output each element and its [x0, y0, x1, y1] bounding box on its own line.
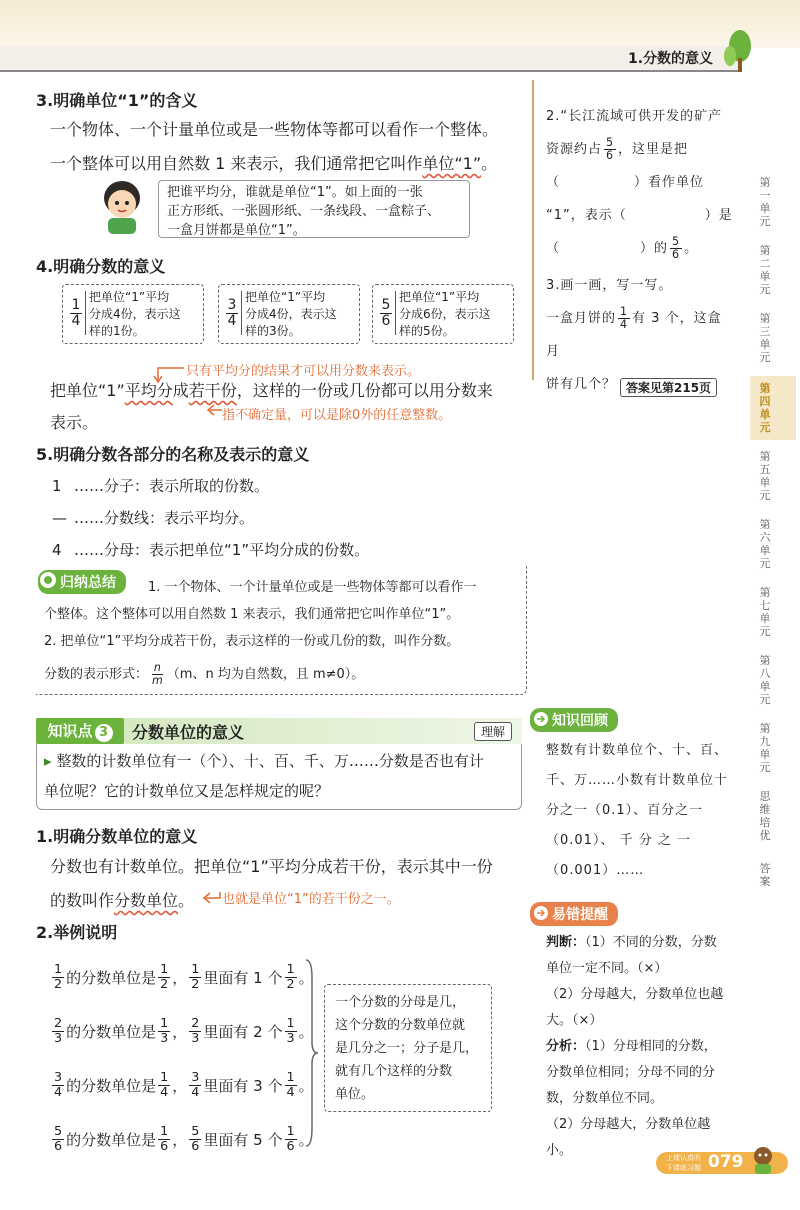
denominator: 3: [160, 1030, 169, 1046]
level-badge: 理解: [474, 722, 512, 741]
numerator: 2: [191, 1016, 200, 1032]
text: 。: [298, 968, 314, 987]
question-line: [44, 746, 520, 776]
student-avatar: [96, 178, 148, 234]
text: 资源约占: [546, 142, 603, 157]
text: 的分数单位是: [66, 968, 157, 987]
note-line: 是几分之一；分子是几，: [335, 1041, 479, 1056]
text: 有 3 个，这盒月: [546, 311, 722, 359]
denominator: 6: [191, 1138, 200, 1154]
keyword: 单位“1”: [422, 154, 482, 173]
numerator: 3: [227, 296, 237, 313]
numerator: 1: [160, 1016, 169, 1032]
nav-answers[interactable]: 答案: [759, 862, 771, 888]
blank-open: （: [546, 241, 561, 256]
text: 的数叫作: [50, 891, 115, 910]
part-symbol: 1: [52, 477, 62, 495]
numerator: 1: [620, 305, 629, 319]
review-line: （0.01）、 千 分 之 一: [546, 833, 691, 848]
denominator: 6: [381, 312, 391, 329]
text: ）看作单位: [634, 175, 705, 190]
tree-icon: [722, 28, 758, 74]
parts-row: [52, 502, 369, 534]
denominator: 2: [160, 976, 169, 992]
denominator: 4: [160, 1084, 169, 1100]
numerator: n: [153, 661, 161, 675]
box-line: 把单位“1”平均: [399, 290, 480, 304]
header-rule: [0, 70, 740, 72]
numerator: 5: [191, 1124, 200, 1140]
denominator: 6: [672, 248, 681, 261]
box-line: 分成4份，表示这: [245, 307, 337, 321]
denominator: 4: [227, 312, 237, 329]
exercise-line: [546, 199, 734, 232]
review-text: [546, 736, 736, 886]
text: 分数的表示形式：: [44, 667, 149, 682]
summary-tag-label: 归纳总结: [38, 570, 126, 594]
nav-unit-3[interactable]: 第三单元: [759, 312, 771, 364]
text: 。: [298, 1076, 314, 1095]
section-heading: 5.明确分数各部分的名称及表示的意义: [36, 445, 310, 464]
mistake-line: [546, 930, 736, 956]
denominator: 3: [191, 1030, 200, 1046]
part-text: ……分子：表示所取的份数。: [74, 477, 270, 495]
exercise-line: [546, 302, 734, 368]
text: 。: [298, 1022, 314, 1041]
paragraph: [50, 374, 530, 408]
pointer-icon: [532, 710, 550, 728]
mistake-line: 大。（×）: [546, 1013, 603, 1028]
denominator: 6: [286, 1138, 295, 1154]
numerator: 5: [54, 1124, 63, 1140]
numerator: 2: [54, 1016, 63, 1032]
summary-line: 2. 把单位“1”平均分成若干份，表示这样的一份或几份的数，叫作分数。: [44, 634, 460, 649]
numerator: 1: [286, 1124, 295, 1140]
text-line: 分数也有计数单位。把单位“1”平均分成若干份，表示其中一份: [50, 857, 493, 876]
nav-unit-8[interactable]: 第八单元: [759, 654, 771, 706]
section-heading: 1.明确分数单位的意义: [36, 827, 198, 846]
text: ）是: [704, 208, 733, 223]
denominator: 3: [286, 1030, 295, 1046]
badge-number: 3: [95, 724, 113, 742]
parts-row: [52, 534, 369, 566]
mistake-line: 数，分数单位不同。: [546, 1091, 664, 1106]
part-symbol: 4: [52, 541, 62, 559]
numerator: 3: [191, 1070, 200, 1086]
numerator: 1: [160, 962, 169, 978]
triangle-icon: ▸: [44, 752, 52, 770]
denominator: 4: [286, 1084, 295, 1100]
denominator: m: [152, 674, 163, 687]
brace-icon: [304, 958, 320, 1148]
question-text: [44, 746, 520, 806]
note-line: 就有几个这样的分数: [335, 1064, 453, 1079]
keyword: 分数单位: [114, 891, 179, 910]
summary-line: 个整体。这个整体可以用自然数 1 来表示，我们通常把它叫作单位“1”。: [44, 607, 460, 622]
speech-bubble: [158, 180, 470, 238]
parts-list: [52, 470, 369, 566]
text: （1）不同的分数，分数: [585, 935, 717, 950]
exercise-line: 饼有几个？: [546, 377, 617, 392]
note-box: [324, 984, 492, 1112]
text: 。: [684, 241, 699, 256]
numerator: 1: [71, 296, 81, 313]
box-line: 分成4份，表示这: [89, 307, 181, 321]
header-title: 1.分数的意义: [628, 51, 714, 67]
arrow-icon: [200, 888, 222, 908]
denominator: 4: [191, 1084, 200, 1100]
note-line: 这个分数的分数单位就: [335, 1018, 466, 1033]
numerator: 1: [191, 962, 200, 978]
text: 。: [481, 154, 498, 173]
text: 一盒月饼的: [546, 311, 617, 326]
review-tag-label: 知识回顾: [530, 708, 618, 732]
mistake-line: （2）分母越大，分数单位也越: [546, 987, 724, 1002]
numerator: 1: [160, 1124, 169, 1140]
box-line: 样的3份。: [245, 324, 301, 338]
annotation-note: 也就是单位“1”的若干份之一。: [222, 892, 400, 907]
numerator: 1: [286, 1070, 295, 1086]
denominator: 3: [54, 1030, 63, 1046]
exercise-line: [546, 232, 734, 265]
box-line: 分成6份，表示这: [399, 307, 491, 321]
label: 判断：: [546, 935, 586, 950]
review-line: 分之一（0.1）、百分之一: [546, 803, 704, 818]
paragraph: [50, 113, 530, 181]
annotation-note: 指不确定量，可以是除0外的任意整数。: [222, 408, 452, 423]
text-line: 表示。: [50, 413, 99, 432]
bubble-line: 把谁平均分，谁就是单位“1”。如上面的一张: [167, 185, 423, 200]
text: 里面有 3 个: [203, 1076, 283, 1095]
text: 里面有 1 个: [203, 968, 283, 987]
bubble-line: 正方形纸、一张圆形纸、一条线段、一盒粽子、: [167, 204, 441, 219]
part-text: ……分母：表示把单位“1”平均分成的份数。: [74, 541, 370, 559]
exercise-column: [546, 100, 734, 401]
answer-reference: 答案见第215页: [620, 378, 717, 397]
text: 整数的计数单位有一（个）、十、百、千、万……分数是否也有计: [56, 752, 484, 770]
denominator: 2: [191, 976, 200, 992]
exercise-line: 2.“长江流域可供开发的矿产: [546, 109, 723, 124]
note-line: 一个分数的分母是几，: [335, 995, 466, 1010]
review-line: （0.001）……: [546, 863, 645, 878]
fraction-box: [62, 284, 204, 344]
annotation-note: 只有平均分的结果才可以用分数来表示。: [186, 364, 421, 379]
summary-line: 1. 一个物体、一个计量单位或是一些物体等都可以看作一: [148, 580, 477, 595]
summary-text: [44, 574, 524, 688]
denominator: 4: [54, 1084, 63, 1100]
mistake-line: 分数单位相同；分母不同的分: [546, 1065, 716, 1080]
footer-line: 上课认真听: [666, 1154, 701, 1162]
nav-unit-7[interactable]: 第七单元: [759, 586, 771, 638]
numerator: 1: [286, 1016, 295, 1032]
nav-unit-4[interactable]: 第四单元: [759, 382, 771, 434]
exercise-line: 3.画一画，写一写。: [546, 278, 673, 293]
paragraph: [50, 850, 530, 918]
part-symbol: —: [52, 509, 67, 527]
numerator: 5: [672, 235, 681, 249]
exercise-line: [546, 166, 734, 199]
numerator: 5: [381, 296, 391, 313]
text: ）的: [640, 241, 669, 256]
text: 的分数单位是: [66, 1076, 157, 1095]
box-line: 把单位“1”平均: [245, 290, 326, 304]
nav-unit-2[interactable]: 第二单元: [759, 244, 771, 296]
denominator: 4: [620, 318, 629, 331]
knowledge-badge: [36, 718, 124, 744]
text: 把单位“1”: [50, 381, 125, 400]
knowledge-title: 分数单位的意义: [132, 723, 245, 742]
nav-unit-1[interactable]: 第一单元: [759, 176, 771, 228]
nav-unit-6[interactable]: 第六单元: [759, 518, 771, 570]
arrow-icon: [206, 402, 224, 416]
box-line: 样的1份。: [89, 324, 145, 338]
keyword: 若干份: [188, 381, 237, 400]
section-heading: 4.明确分数的意义: [36, 257, 166, 276]
mistake-line: [546, 1034, 736, 1060]
nav-thinking[interactable]: 思维培优: [759, 790, 771, 842]
review-line: 千、万……小数有计数单位十: [546, 773, 729, 788]
section-heading: 2.举例说明: [36, 923, 118, 942]
page-number: 079: [708, 1152, 744, 1172]
numerator: 1: [54, 962, 63, 978]
review-line: 整数有计数单位个、十、百、: [546, 743, 729, 758]
text: （m、n 均为自然数，且 m≠0）。: [166, 667, 365, 682]
question-line: 单位呢？它的计数单位又是怎样规定的呢？: [44, 782, 330, 800]
denominator: 4: [71, 312, 81, 329]
label: 分析：: [546, 1039, 586, 1054]
pointer-icon: [532, 904, 550, 922]
example-list: [50, 950, 314, 1166]
example-row: $\frac{5}{6}$ 的分数单位是 $\frac{1}{6}$ ， $\frac{5}{6}$ 里面有 5 个 $\frac{1}{6}$ 。: [54, 1124, 314, 1154]
nav-unit-9[interactable]: 第九单元: [759, 722, 771, 774]
text: 。: [298, 1130, 314, 1149]
blank-open: （: [546, 175, 561, 190]
box-line: 样的5份。: [399, 324, 455, 338]
numerator: 3: [54, 1070, 63, 1086]
mistake-tag-label: 易错提醒: [530, 902, 618, 926]
part-text: ……分数线：表示平均分。: [74, 509, 255, 527]
denominator: 6: [606, 149, 615, 162]
fraction-box: [218, 284, 360, 344]
fraction-box: [372, 284, 514, 344]
keyword: 平均分: [124, 381, 173, 400]
footer-line: 下课练习题: [666, 1164, 701, 1172]
denominator: 2: [286, 976, 295, 992]
text: 的分数单位是: [66, 1130, 157, 1149]
text: ，这里是把: [618, 142, 689, 157]
box-line: 把单位“1”平均: [89, 290, 170, 304]
mistake-line: （2）分母越大，分数单位越小。: [546, 1117, 711, 1158]
text: 一个整体可以用自然数 1 来表示，我们通常把它叫作: [50, 154, 423, 173]
example-row: $\frac{3}{4}$ 的分数单位是 $\frac{1}{4}$ ， $\frac{3}{4}$ 里面有 3 个 $\frac{1}{4}$ 。: [54, 1070, 314, 1100]
numerator: 5: [606, 136, 615, 150]
denominator: 6: [160, 1138, 169, 1154]
example-row: $\frac{2}{3}$ 的分数单位是 $\frac{1}{3}$ ， $\frac{2}{3}$ 里面有 2 个 $\frac{1}{3}$ 。: [54, 1016, 314, 1046]
text: 。: [178, 891, 195, 910]
note-line: 单位。: [335, 1087, 375, 1102]
example-row: $\frac{1}{2}$ 的分数单位是 $\frac{1}{2}$ ， $\frac{1}{2}$ 里面有 1 个 $\frac{1}{2}$ 。: [54, 962, 314, 992]
badge-label: 知识点: [47, 722, 93, 740]
parts-row: [52, 470, 369, 502]
text: 里面有 5 个: [203, 1130, 283, 1149]
footer-small-text: [666, 1153, 701, 1173]
text-line: [50, 147, 530, 181]
section-heading: 3.明确单位“1”的含义: [36, 91, 198, 110]
text: （1）分母相同的分数，: [585, 1039, 717, 1054]
mascot-icon: [748, 1144, 778, 1176]
header-band: [0, 0, 800, 48]
numerator: 1: [286, 962, 295, 978]
column-divider: [532, 80, 534, 380]
numerator: 1: [160, 1070, 169, 1086]
bubble-line: 一盒月饼都是单位“1”。: [167, 223, 306, 238]
exercise-line: [546, 133, 734, 166]
text: “1”，表示（: [546, 208, 627, 223]
text-line: 一个物体、一个计量单位或是一些物体等都可以看作一个整体。: [50, 120, 499, 139]
text: 的分数单位是: [66, 1022, 157, 1041]
mistake-line: 单位一定不同。（×）: [546, 961, 668, 976]
summary-line: [44, 661, 524, 688]
nav-unit-5[interactable]: 第五单元: [759, 450, 771, 502]
unit-nav-active-bg: [750, 376, 796, 440]
denominator: 2: [54, 976, 63, 992]
denominator: 6: [54, 1138, 63, 1154]
text: ，这样的一份或几份都可以用分数来: [236, 381, 493, 400]
text: 里面有 2 个: [203, 1022, 283, 1041]
mistake-text: [546, 930, 736, 1164]
text: 成: [172, 381, 189, 400]
